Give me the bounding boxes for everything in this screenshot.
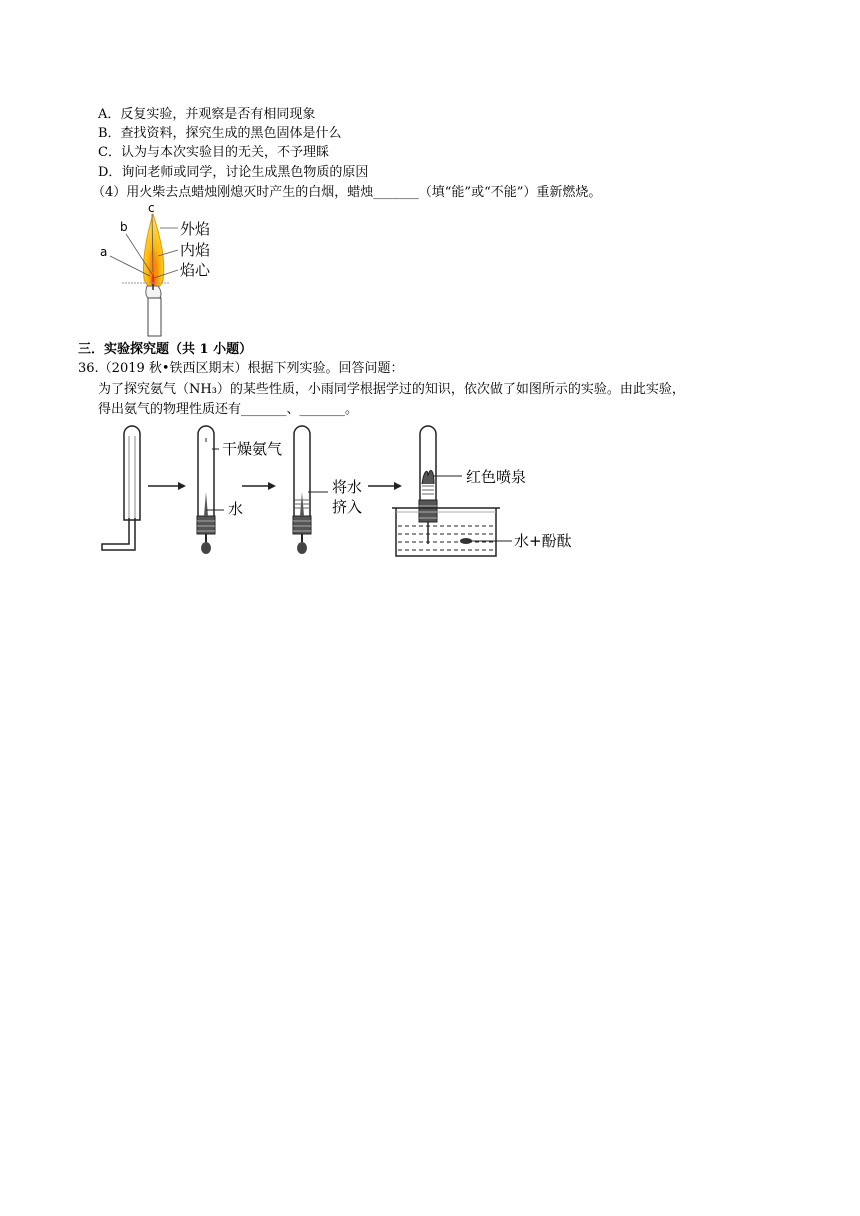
tube-1 — [102, 426, 140, 550]
dry-ammonia-label: 干燥氨气 — [222, 440, 283, 458]
option-a: A．反复实验，并观察是否有相同现象 — [98, 107, 316, 122]
question-4: （4）用火柴去点蜡烛刚熄灭时产生的白烟，蜡烛_______（填“能”或“不能”）重新燃烧。 — [92, 185, 602, 200]
tube-3 — [293, 426, 328, 554]
tube-2 — [197, 426, 224, 554]
option-b: B．查找资料，探究生成的黑色固体是什么 — [98, 126, 342, 141]
red-fountain-label: 红色喷泉 — [466, 468, 527, 486]
option-d: D．询问老师或同学，讨论生成黑色物质的原因 — [98, 165, 369, 180]
water-label: 水 — [228, 500, 244, 518]
candle-flame-diagram — [90, 198, 250, 340]
outer-flame-label: 外焰 — [180, 220, 211, 238]
water-phenolphthalein-label: 水+酚酞 — [514, 532, 572, 550]
section-3-heading: 三．实验探究题（共 1 小题） — [78, 342, 253, 357]
point-c-label: c — [148, 201, 155, 215]
squeeze-water-label-2: 挤入 — [332, 498, 363, 516]
beaker — [392, 508, 512, 556]
point-a-label: a — [100, 245, 108, 259]
option-c: C．认为与本次实验目的无关，不予理睬 — [98, 145, 329, 160]
question-36-text-1: 为了探究氨气（NH₃）的某些性质，小雨同学根据学过的知识，依次做了如图所示的实验。由此实验， — [98, 382, 685, 397]
question-36-text-2: 得出氨气的物理性质还有_______、_______。 — [98, 402, 359, 417]
question-36-title: 36.（2019 秋•铁西区期末）根据下列实验。回答问题： — [78, 361, 404, 376]
squeeze-water-label-1: 将水 — [332, 478, 363, 496]
point-b-label: b — [120, 220, 128, 234]
inner-flame-label: 内焰 — [180, 241, 211, 259]
candle-body — [148, 298, 161, 336]
flame-core-label: 焰心 — [180, 261, 211, 279]
ammonia-experiment-diagram — [96, 420, 596, 560]
